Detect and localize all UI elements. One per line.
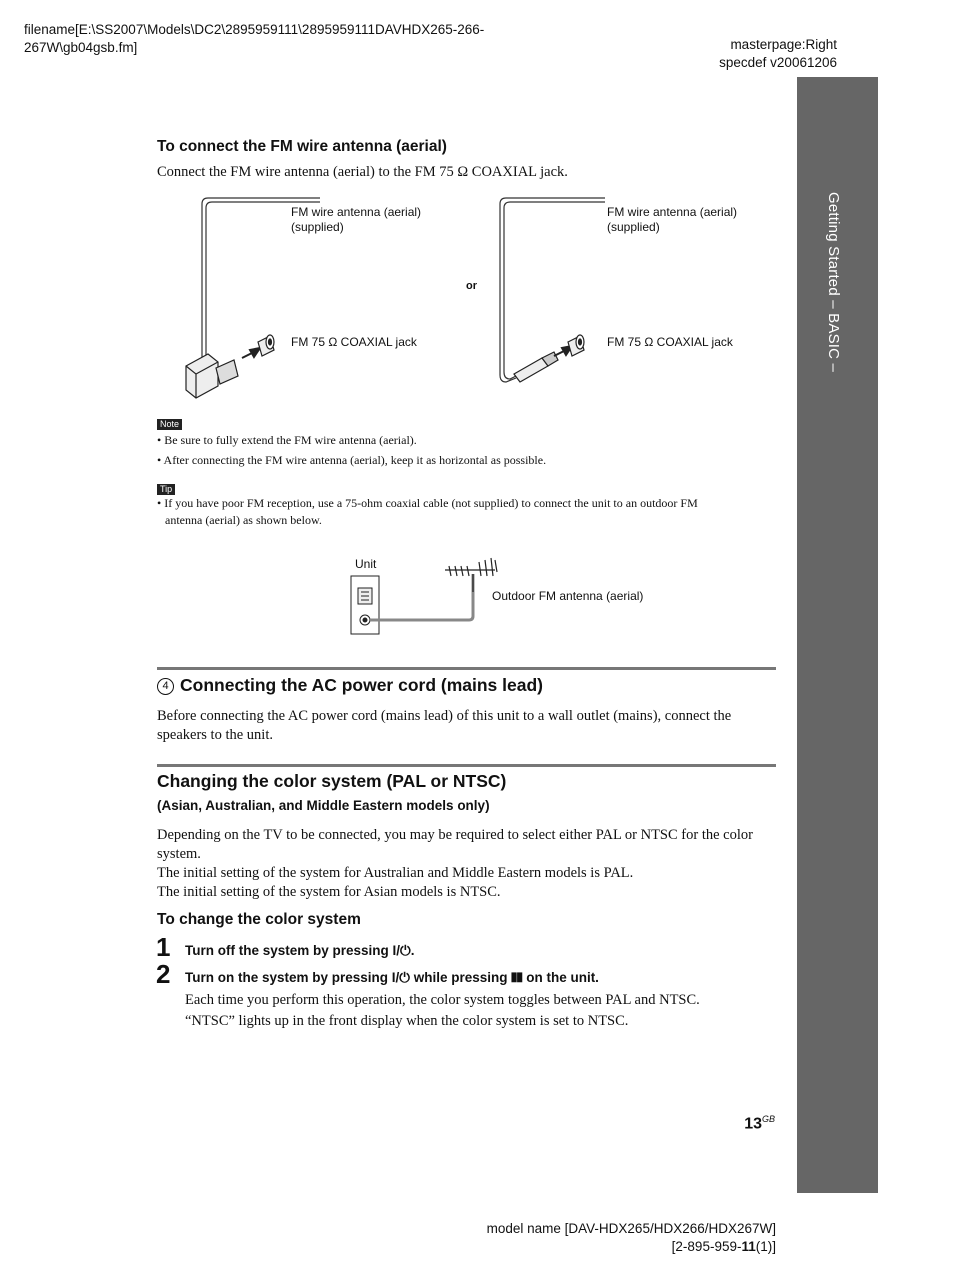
- note-item: • Be sure to fully extend the FM wire antenna (aerial).: [157, 433, 417, 447]
- tip-tag: Tip: [157, 484, 175, 495]
- color-body-line: The initial setting of the system for Australian and Middle Eastern models is PAL.: [157, 865, 634, 881]
- part-code-bold: 11: [741, 1239, 756, 1254]
- section-sidebar: [797, 77, 878, 1193]
- section-divider: [157, 764, 776, 767]
- page-number-value: 13: [744, 1115, 762, 1133]
- step-2-detail-line: “NTSC” lights up in the front display when the color system is set to NTSC.: [185, 1013, 629, 1029]
- unit-label: Unit: [355, 557, 377, 571]
- model-footer: [487, 1220, 776, 1256]
- ac-power-body-line-2: speakers to the unit.: [157, 727, 273, 743]
- step-number: 2: [156, 959, 171, 989]
- note-list: [157, 432, 546, 469]
- right-antenna-label-line-1: FM wire antenna (aerial): [607, 205, 738, 219]
- left-antenna-adaptor: [186, 354, 238, 398]
- tip-line-1: • If you have poor FM reception, use a 75-ohm coaxial cable (not supplied) to connect the unit to an outdoor FM: [157, 496, 698, 510]
- part-code-suffix: (1)]: [755, 1239, 776, 1254]
- filename-line-2: 267W\gb04gsb.fm]: [24, 40, 138, 55]
- left-jack-label: FM 75 Ω COAXIAL jack: [291, 335, 417, 349]
- ac-power-title: Connecting the AC power cord (mains lead): [180, 675, 543, 695]
- page-number-suffix: GB: [761, 1114, 775, 1124]
- left-coaxial-jack: [258, 335, 274, 356]
- step-number: 1: [156, 932, 171, 962]
- right-antenna-label: [607, 205, 737, 235]
- change-color-heading: To change the color system: [157, 911, 361, 928]
- masterpage-header: [719, 36, 837, 72]
- color-body-line: Depending on the TV to be connected, you may be required to select either PAL or NTSC for the color: [157, 827, 753, 843]
- step-2-detail-line: Each time you perform this operation, the color system toggles between PAL and NTSC.: [185, 992, 700, 1008]
- ac-power-heading: [157, 675, 543, 696]
- fm-antenna-heading: To connect the FM wire antenna (aerial): [157, 138, 447, 155]
- left-arrow: [242, 348, 260, 358]
- right-jack-label: FM 75 Ω COAXIAL jack: [607, 335, 733, 349]
- right-antenna-label-line-2: (supplied): [607, 220, 660, 234]
- page-number: [744, 1114, 775, 1133]
- masterpage-label: masterpage:Right: [730, 37, 837, 52]
- color-system-heading: Changing the color system (PAL or NTSC): [157, 771, 507, 791]
- outdoor-antenna-icon: [445, 558, 497, 592]
- unit-panel: [351, 576, 379, 634]
- ac-power-body-line-1: Before connecting the AC power cord (mains lead) of this unit to a wall outlet (mains), connect the: [157, 708, 732, 724]
- sidebar-label: Getting Started – BASIC –: [825, 192, 842, 373]
- left-antenna-label-line-1: FM wire antenna (aerial): [291, 205, 422, 219]
- outdoor-antenna-label: Outdoor FM antenna (aerial): [492, 589, 644, 603]
- note-item: • After connecting the FM wire antenna (aerial), keep it as horizontal as possible.: [157, 453, 547, 467]
- tip-line-2: antenna (aerial) as shown below.: [165, 513, 322, 527]
- filename-line-1: filename[E:\SS2007\Models\DC2\2895959111\2895959111DAVHDX265-266-: [24, 22, 485, 37]
- color-body-line: system.: [157, 846, 201, 862]
- coaxial-cable: [370, 574, 473, 620]
- right-antenna-plug: [514, 352, 558, 382]
- color-system-body: [157, 826, 782, 902]
- left-antenna-label: [291, 205, 421, 235]
- section-divider: [157, 667, 776, 670]
- or-separator: or: [466, 280, 477, 292]
- fm-antenna-intro: Connect the FM wire antenna (aerial) to the FM 75 Ω COAXIAL jack.: [157, 164, 568, 180]
- tip-text: [157, 495, 777, 529]
- model-name: model name [DAV-HDX265/HDX266/HDX267W]: [486, 1221, 776, 1236]
- filename-header: [24, 21, 484, 57]
- ac-power-body: [157, 707, 731, 745]
- color-system-subheading: (Asian, Australian, and Middle Eastern models only): [157, 798, 490, 813]
- part-code: [487, 1238, 776, 1256]
- step-2-instruction: Turn on the system by pressing I/⏻ while pressing ❚❚ on the unit.: [185, 970, 599, 985]
- color-body-line: The initial setting of the system for Asian models is NTSC.: [157, 884, 501, 900]
- step-1-instruction: Turn off the system by pressing I/⏻.: [185, 943, 415, 958]
- note-tag: Note: [157, 419, 182, 430]
- part-code-prefix: [2-895-959-: [671, 1239, 742, 1254]
- specdef-label: specdef v20061206: [719, 55, 837, 70]
- left-antenna-label-line-2: (supplied): [291, 220, 344, 234]
- section-number-badge: 4: [157, 678, 174, 695]
- step-2-detail: [185, 991, 700, 1031]
- right-coaxial-jack: [568, 335, 584, 356]
